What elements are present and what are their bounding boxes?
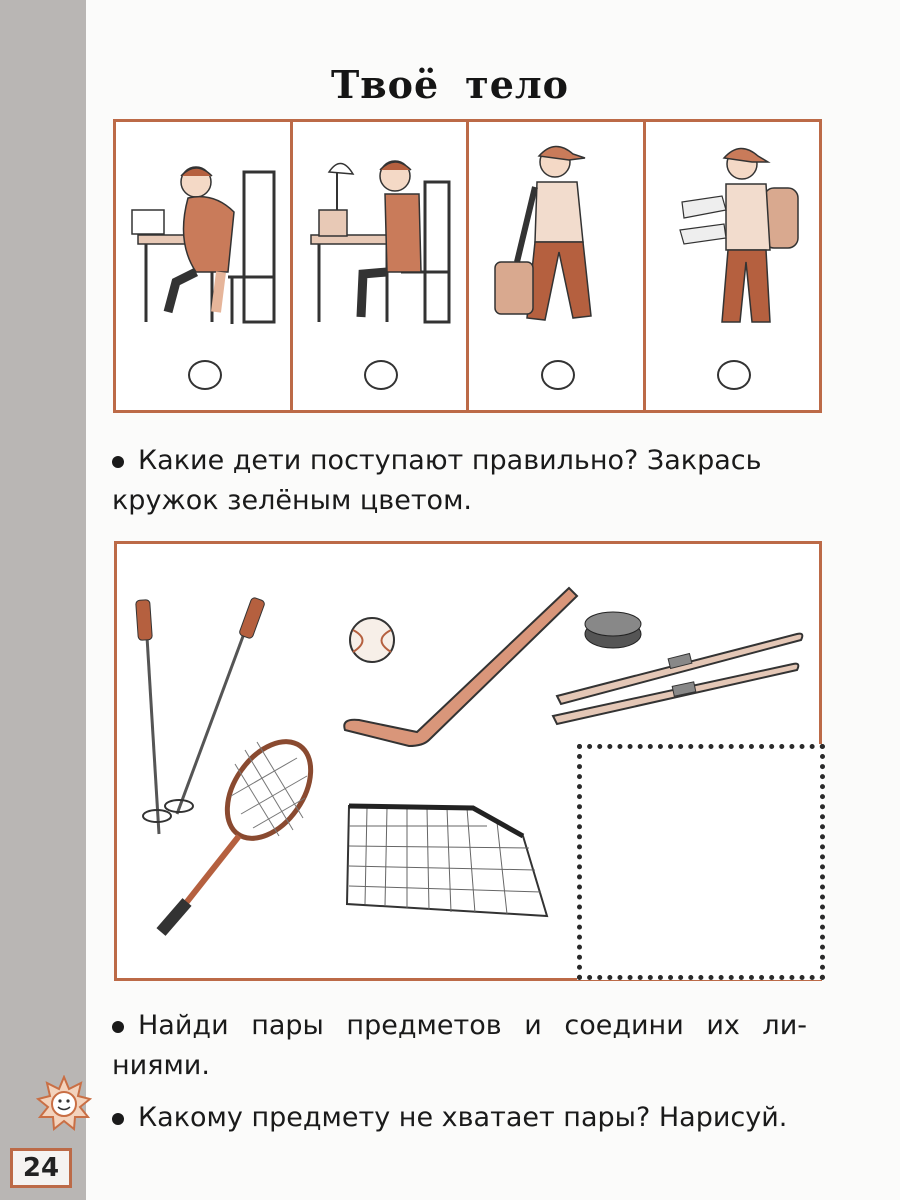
task1-instruction — [112, 441, 824, 521]
panel-boy-slouching — [116, 122, 293, 410]
task1-line1-wrap — [112, 441, 762, 481]
boy-carrying-bag-in-hand-icon — [469, 132, 645, 352]
boy-slouching-at-desk-icon — [116, 132, 292, 352]
answer-circle-1[interactable] — [188, 360, 222, 390]
answer-circle-3[interactable] — [541, 360, 575, 390]
boy-with-backpack-icon — [646, 132, 822, 352]
task2-line2: ниями. — [112, 1050, 210, 1081]
bullet-icon — [112, 1021, 124, 1033]
answer-circle-2[interactable] — [364, 360, 398, 390]
title-word-2: тело — [465, 62, 570, 107]
soccer-goal-icon — [347, 806, 547, 916]
task2-line1: Найди пары предметов и соедини их ли- — [138, 1010, 807, 1041]
task2-instruction — [112, 1006, 828, 1138]
panel-boy-with-backpack — [646, 122, 820, 410]
tennis-racket-icon — [161, 726, 328, 932]
title-word-1: Твоё — [330, 62, 440, 107]
hockey-puck-icon — [585, 612, 641, 648]
boy-sitting-straight-at-desk-icon — [293, 132, 469, 352]
skis-icon — [553, 634, 802, 724]
page-number: 24 — [10, 1148, 72, 1188]
drawing-area[interactable] — [577, 744, 825, 980]
task2-line3: Какому предмету не хватает пары? Нарисуй. — [138, 1102, 788, 1133]
bullet-icon — [112, 1113, 124, 1125]
page-title — [0, 62, 900, 107]
hockey-stick-icon — [344, 588, 577, 746]
task1-line2: кружок зелёным цветом. — [112, 485, 473, 516]
page-side-bar — [0, 0, 86, 1200]
smiling-sun-icon — [36, 1075, 92, 1131]
panel-boy-sitting-straight — [293, 122, 470, 410]
posture-panels — [113, 119, 822, 413]
panel-boy-with-bag — [469, 122, 646, 410]
bullet-icon — [112, 456, 124, 468]
answer-circle-4[interactable] — [717, 360, 751, 390]
tennis-ball-icon — [350, 618, 394, 662]
task1-line1: Какие дети поступают правильно? Закрась — [138, 445, 762, 476]
